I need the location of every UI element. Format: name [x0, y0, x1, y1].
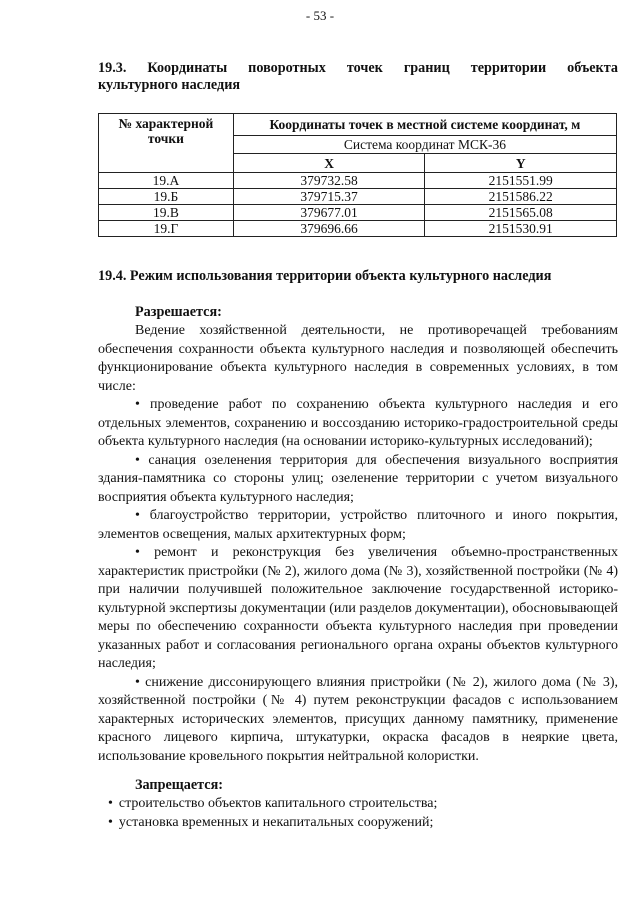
- heading-line-2: культурного наследия: [98, 77, 241, 93]
- forbidden-heading: Запрещается:: [135, 777, 223, 793]
- heading-word: объекта: [567, 60, 618, 76]
- cell-y: 2151565.08: [425, 205, 617, 221]
- cell-point: 19.В: [99, 205, 234, 221]
- allowed-item-text: проведение работ по сохранению объекта культурного наследия и его отдельных элементов, сохранению и воссозданию историко-градостроительной среды объекта культурного наследия (на основании историко-культурных исследований);: [98, 397, 618, 449]
- forbidden-item: [98, 814, 618, 833]
- forbidden-item-text: строительство объектов капитального строительства;: [118, 796, 438, 811]
- allowed-item-text: снижение диссонирующего влияния пристройки (№ 2), жилого дома (№ 3), хозяйственной постройки (№ 4) путем реконструкции фасадов с использованием характерных исторических элементов, присущих данному памятнику, применение красного лицевого кирпича, штукатурки, окраска фасадов в неяркие цвета, использование кровельного покрытия нейтральной колористки.: [98, 674, 619, 764]
- allowed-item-text: санация озеленения территория для обеспечения визуального восприятия здания-памятника со стороны улиц; озеленение территории с учетом визуального восприятия объекта культурного наследия;: [98, 452, 619, 505]
- heading-word: территории: [470, 60, 547, 76]
- header-y: Y: [425, 154, 617, 173]
- table-row: [99, 205, 617, 221]
- allowed-item-text: ремонт и реконструкция без увеличения объемно-пространственных характеристик пристройки (№ 2), жилого дома (№ 3), хозяйственной постройки (№ 4) при наличии получившей положительное заключение государственной историко-культурной экспертизы документации (или разделов документации), обосновывающей меры по обеспечению сохранности объекта культурного наследия при проведении указанных работ и согласования регионального органа охраны объектов культурного наследия;: [98, 545, 619, 671]
- table-row: [99, 221, 617, 237]
- cell-x: 379677.01: [233, 205, 425, 221]
- allowed-item-text: благоустройство территории, устройство плиточного и иного покрытия, элементов освещения, малых архитектурных форм;: [98, 508, 618, 542]
- allowed-heading: Разрешается:: [135, 304, 222, 320]
- section-19-3-heading: [98, 60, 618, 94]
- bullet-icon: •: [135, 452, 140, 468]
- bullet-icon: •: [108, 814, 113, 830]
- table-row: [99, 189, 617, 205]
- intro-paragraph: Ведение хозяйственной деятельности, не противоречащей требованиям обеспечения сохранности объекта культурного наследия и позволяющей обеспечить функционирование объекта культурного наследия в современных условиях, в том числе:: [98, 323, 618, 394]
- allowed-item: [98, 544, 618, 674]
- heading-word: поворотных: [248, 60, 326, 76]
- forbidden-body: [98, 795, 618, 832]
- header-point-number: № характерной точки: [99, 114, 234, 173]
- table-row: [99, 173, 617, 189]
- allowed-item: [98, 396, 618, 452]
- allowed-body: [98, 322, 618, 766]
- cell-y: 2151586.22: [425, 189, 617, 205]
- bullet-icon: •: [135, 674, 140, 690]
- cell-point: 19.Б: [99, 189, 234, 205]
- allowed-item: [98, 507, 618, 544]
- page-number: - 53 -: [305, 8, 335, 23]
- bullet-icon: •: [135, 397, 140, 412]
- heading-word: Координаты: [147, 60, 228, 76]
- bullet-icon: •: [108, 796, 113, 811]
- header-coordinate-system: Система координат МСК-36: [233, 135, 616, 154]
- cell-y: 2151551.99: [425, 173, 617, 189]
- cell-point: 19.Г: [99, 221, 234, 237]
- header-x: X: [233, 154, 425, 173]
- heading-word: точек: [346, 60, 383, 76]
- heading-word: 19.3.: [98, 60, 127, 76]
- bullet-icon: •: [135, 508, 140, 523]
- bullet-icon: •: [135, 545, 140, 560]
- cell-point: 19.А: [99, 173, 234, 189]
- section-19-4-heading: 19.4. Режим использования территории объекта культурного наследия: [98, 268, 552, 284]
- cell-x: 379715.37: [233, 189, 425, 205]
- forbidden-item-text: установка временных и некапитальных сооружений;: [118, 814, 434, 830]
- coordinates-table: [98, 113, 617, 237]
- forbidden-item: [98, 795, 618, 814]
- header-coordinates: Координаты точек в местной системе координат, м: [233, 114, 616, 136]
- heading-word: границ: [403, 60, 450, 76]
- cell-x: 379732.58: [233, 173, 425, 189]
- cell-y: 2151530.91: [425, 221, 617, 237]
- cell-x: 379696.66: [233, 221, 425, 237]
- allowed-item: [98, 674, 618, 767]
- allowed-item: [98, 452, 618, 508]
